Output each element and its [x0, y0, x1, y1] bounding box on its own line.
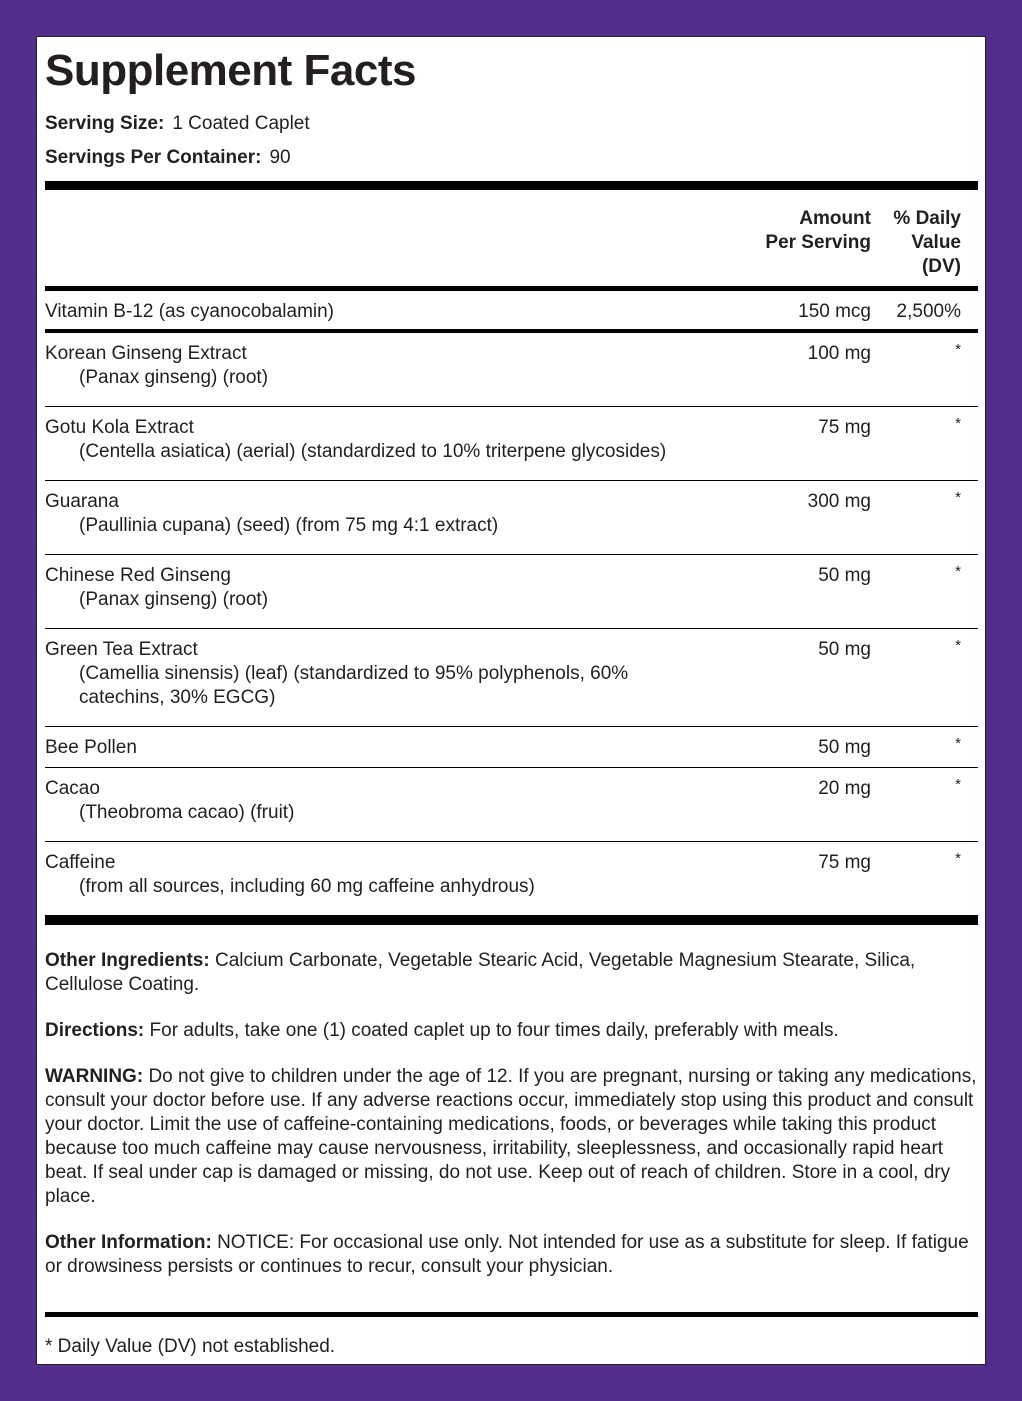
other-ingredients-text: Calcium Carbonate, Vegetable Stearic Acid, Vegetable Magnesium Stearate, Silica, Cellulose Coating.: [45, 950, 916, 995]
ingredient-row: [45, 727, 978, 767]
directions: [45, 1019, 978, 1043]
serving-size-label: Serving Size:: [45, 113, 165, 134]
ingredient-amount: 50 mg: [818, 565, 871, 586]
ingredient-dv: *: [955, 415, 961, 432]
ingredient-dv: *: [955, 489, 961, 506]
divider-thick: [45, 181, 978, 190]
other-information-text: NOTICE: For occasional use only. Not intended for use as a substitute for sleep. If fatigue or drowsiness persists or continues to recur, consult your physician.: [45, 1232, 969, 1277]
daily-value-header: [871, 207, 961, 279]
ingredient-name: Korean Ginseng Extract: [45, 343, 247, 364]
serving-size: [45, 113, 978, 135]
ingredient-dv: *: [955, 563, 961, 580]
amount-header-line2: Per Serving: [765, 232, 871, 253]
footnote: * Daily Value (DV) not established.: [45, 1336, 336, 1357]
servings-per-container-value: 90: [269, 147, 291, 168]
ingredient-row: [45, 842, 978, 915]
divider-medium: [45, 1312, 978, 1317]
ingredient-name: Chinese Red Ginseng: [45, 565, 231, 586]
divider-thick: [45, 915, 978, 925]
other-information: [45, 1231, 978, 1279]
servings-per-container-label: Servings Per Container:: [45, 147, 262, 168]
ingredient-detail: (Camellia sinensis) (leaf) (standardized to 95% polyphenols, 60%: [79, 663, 629, 684]
ingredient-dv: *: [955, 850, 961, 867]
ingredient-dv: *: [955, 735, 961, 752]
ingredient-detail: (Panax ginseng) (root): [79, 367, 269, 388]
ingredient-amount: 20 mg: [818, 778, 871, 799]
ingredient-name: Guarana: [45, 491, 119, 512]
ingredient-row: [45, 333, 978, 406]
dv-header-line2: Value: [911, 232, 961, 253]
other-ingredients-label: Other Ingredients:: [45, 950, 210, 971]
ingredient-dv: *: [955, 341, 961, 358]
ingredient-row: [45, 407, 978, 480]
supplement-facts-panel: [36, 36, 986, 1365]
ingredient-list: [45, 333, 978, 915]
servings-per-container: [45, 147, 978, 169]
ingredient-row: [45, 481, 978, 554]
ingredient-amount: 75 mg: [818, 417, 871, 438]
ingredient-name: Caffeine: [45, 852, 116, 873]
ingredient-detail: catechins, 30% EGCG): [79, 687, 276, 708]
ingredient-detail: (from all sources, including 60 mg caffeine anhydrous): [79, 876, 535, 897]
ingredient-row: [45, 629, 978, 726]
dv-header-line1: % Daily: [893, 208, 961, 229]
vitamin-amount: 150 mcg: [798, 301, 871, 322]
vitamin-row: [45, 291, 978, 329]
ingredient-name: Cacao: [45, 778, 100, 799]
ingredient-row: [45, 555, 978, 628]
amount-per-serving-header: [731, 207, 871, 255]
vitamin-name: Vitamin B-12 (as cyanocobalamin): [45, 301, 335, 322]
ingredient-dv: *: [955, 776, 961, 793]
ingredient-detail: (Centella asiatica) (aerial) (standardized to 10% triterpene glycosides): [79, 441, 667, 462]
serving-size-value: 1 Coated Caplet: [172, 113, 310, 134]
vitamin-dv: 2,500%: [896, 301, 961, 322]
ingredient-detail: (Panax ginseng) (root): [79, 589, 269, 610]
ingredient-detail: (Theobroma cacao) (fruit): [79, 802, 295, 823]
amount-header-line1: Amount: [799, 208, 871, 229]
warning: [45, 1065, 978, 1209]
supplement-facts-content: [45, 37, 978, 1359]
other-information-label: Other Information:: [45, 1232, 212, 1253]
warning-label: WARNING:: [45, 1066, 144, 1087]
ingredient-row: [45, 768, 978, 841]
ingredient-amount: 75 mg: [818, 852, 871, 873]
ingredient-name: Gotu Kola Extract: [45, 417, 194, 438]
column-headers: [45, 190, 978, 286]
ingredient-amount: 50 mg: [818, 639, 871, 660]
ingredient-name: Green Tea Extract: [45, 639, 198, 660]
directions-text: For adults, take one (1) coated caplet up to four times daily, preferably with meals.: [149, 1020, 839, 1041]
other-ingredients: [45, 949, 978, 997]
panel-title: Supplement Facts: [45, 46, 416, 95]
ingredient-amount: 50 mg: [818, 737, 871, 758]
ingredient-amount: 300 mg: [807, 491, 871, 512]
ingredient-dv: *: [955, 637, 961, 654]
directions-label: Directions:: [45, 1020, 145, 1041]
ingredient-amount: 100 mg: [807, 343, 871, 364]
warning-text: Do not give to children under the age of 12. If you are pregnant, nursing or taking any medications, consult your doctor before use. If any adverse reactions occur, immediately stop using this product and consult your doctor. Limit the use of caffeine-containing medications, foods, or beverages while taking this product because too much caffeine may cause nervousness, irritability, sleeplessness, and occasionally rapid heart beat. If seal under cap is damaged or missing, do not use. Keep out of reach of children. Store in a cool, dry place.: [45, 1066, 977, 1207]
ingredient-detail: (Paullinia cupana) (seed) (from 75 mg 4:1 extract): [79, 515, 499, 536]
ingredient-name: Bee Pollen: [45, 737, 137, 758]
dv-header-line3: (DV): [921, 256, 961, 277]
